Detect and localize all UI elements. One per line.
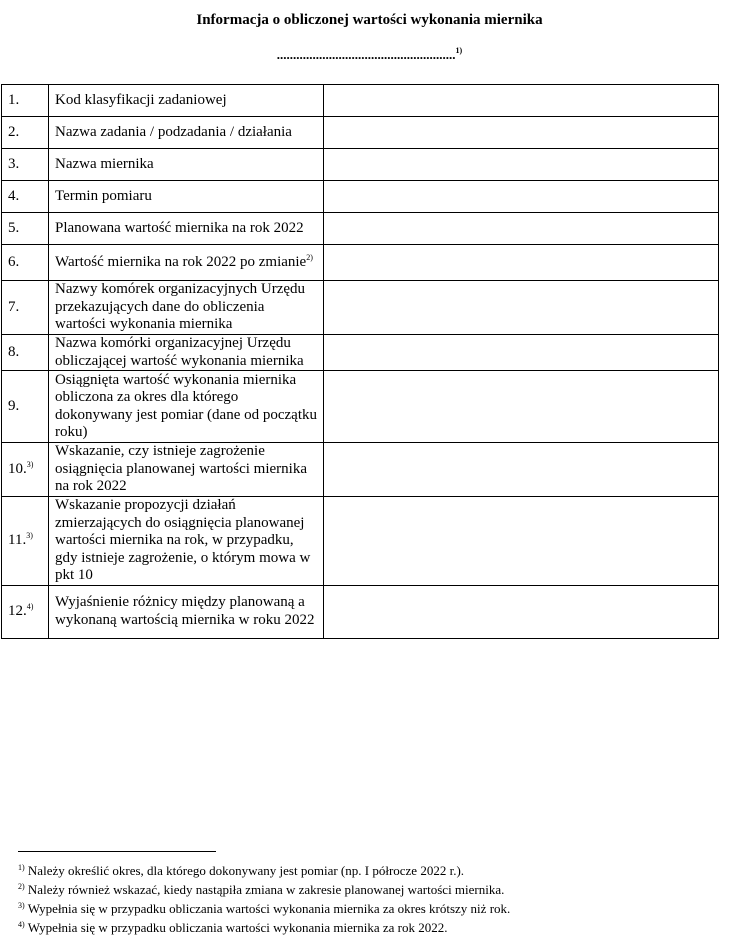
row-value-cell[interactable] xyxy=(324,497,719,586)
row-number-text: 8. xyxy=(8,343,20,360)
row-value-cell[interactable] xyxy=(324,585,719,638)
row-value-cell[interactable] xyxy=(324,371,719,443)
table-row xyxy=(2,585,719,638)
row-value-cell[interactable] xyxy=(324,85,719,117)
footnote-text: Należy również wskazać, kiedy nastąpiła zmiana w zakresie planowanej wartości miernika. xyxy=(27,882,505,897)
row-number xyxy=(2,85,49,117)
row-label xyxy=(49,181,324,213)
footnotes xyxy=(18,860,728,936)
table-row xyxy=(2,245,719,281)
footnote-text: Wypełnia się w przypadku obliczania wartości wykonania miernika za okres krótszy niż rok. xyxy=(27,901,511,916)
placeholder-dots: ....................................................... xyxy=(276,47,456,62)
row-number xyxy=(2,213,49,245)
measure-info-table xyxy=(1,84,719,639)
row-number xyxy=(2,443,49,497)
row-label-text: Nazwa komórki organizacyjnej Urzędu obliczającej wartość wykonania miernika xyxy=(55,335,304,369)
row-number-text: 11. xyxy=(8,532,27,548)
table-row xyxy=(2,335,719,371)
row-number xyxy=(2,245,49,281)
footnote-mark: 4) xyxy=(18,920,25,929)
row-label-text: Nazwa miernika xyxy=(55,155,154,172)
footnote-text: Należy określić okres, dla którego dokonywany jest pomiar (np. I półrocze 2022 r.). xyxy=(27,863,465,878)
table-row xyxy=(2,117,719,149)
row-label xyxy=(49,85,324,117)
row-number-text: 2. xyxy=(8,123,20,140)
row-label-text: Nazwy komórek organizacyjnych Urzędu przekazujących dane do obliczenia wartości wykonania miernika xyxy=(55,281,306,333)
row-number xyxy=(2,497,49,586)
table-row xyxy=(2,181,719,213)
row-number xyxy=(2,335,49,371)
row-value-cell[interactable] xyxy=(324,281,719,335)
footnote-ref-3: 3) xyxy=(26,459,34,469)
table-row xyxy=(2,281,719,335)
row-label-text: Wskazanie propozycji działań zmierzających do osiągnięcia planowanej wartości miernika na rok, w przypadku, gdy istnieje zagrożenie, o którym mowa w pkt 10 xyxy=(55,497,311,583)
row-label xyxy=(49,443,324,497)
footnote-mark: 3) xyxy=(18,901,25,910)
row-value-cell[interactable] xyxy=(324,213,719,245)
row-number xyxy=(2,181,49,213)
row-value-cell[interactable] xyxy=(324,149,719,181)
row-label-text: Nazwa zadania / podzadania / działania xyxy=(55,123,292,140)
footnote-ref-3: 3) xyxy=(26,531,33,540)
footnote-4 xyxy=(18,917,728,936)
row-number-text: 10. xyxy=(8,460,27,477)
table-row xyxy=(2,497,719,586)
row-number xyxy=(2,117,49,149)
row-number-text: 4. xyxy=(8,187,20,204)
row-number-text: 1. xyxy=(8,91,20,108)
row-label xyxy=(49,371,324,443)
row-label-text: Wskazanie, czy istnieje zagrożenie osiągnięcia planowanej wartości miernika na rok 2022 xyxy=(55,443,307,495)
footnote-ref-1: 1) xyxy=(455,46,463,55)
table-row xyxy=(2,85,719,117)
row-value-cell[interactable] xyxy=(324,245,719,281)
row-number-text: 7. xyxy=(8,298,20,315)
footnote-mark: 1) xyxy=(18,863,25,872)
row-label-text: Kod klasyfikacji zadaniowej xyxy=(55,91,227,108)
document-title: Informacja o obliczonej wartości wykonania miernika xyxy=(196,12,543,28)
row-number-text: 9. xyxy=(8,397,20,414)
row-label-text: Wartość miernika na rok 2022 po zmianie xyxy=(55,253,307,270)
row-value-cell[interactable] xyxy=(324,117,719,149)
row-label-text: Termin pomiaru xyxy=(55,187,152,204)
row-number-text: 3. xyxy=(8,155,20,172)
row-value-cell[interactable] xyxy=(324,443,719,497)
row-number-text: 5. xyxy=(8,219,20,236)
footnote-ref-2: 2) xyxy=(306,252,313,262)
row-label-text: Osiągnięta wartość wykonania miernika obliczona za okres dla którego dokonywany jest pomiar (dane od początku roku) xyxy=(55,371,318,440)
row-label xyxy=(49,213,324,245)
row-value-cell[interactable] xyxy=(324,181,719,213)
period-placeholder-line xyxy=(0,46,739,63)
row-label xyxy=(49,585,324,638)
row-number-text: 12. xyxy=(8,602,27,619)
footnote-2 xyxy=(18,879,728,898)
row-label-text: Wyjaśnienie różnicy między planowaną a wykonaną wartością miernika w roku 2022 xyxy=(55,594,315,628)
footnote-text: Wypełnia się w przypadku obliczania wartości wykonania miernika za rok 2022. xyxy=(27,920,448,935)
footnote-divider xyxy=(18,851,216,852)
table-row xyxy=(2,443,719,497)
table-row xyxy=(2,149,719,181)
footnote-mark: 2) xyxy=(18,882,25,891)
row-label xyxy=(49,117,324,149)
row-value-cell[interactable] xyxy=(324,335,719,371)
row-label xyxy=(49,245,324,281)
row-number xyxy=(2,371,49,443)
row-number xyxy=(2,149,49,181)
row-number xyxy=(2,585,49,638)
row-number-text: 6. xyxy=(8,253,20,270)
table-row xyxy=(2,213,719,245)
footnote-1 xyxy=(18,860,728,879)
row-label xyxy=(49,497,324,586)
row-label-text: Planowana wartość miernika na rok 2022 xyxy=(55,219,304,236)
row-label xyxy=(49,281,324,335)
footnote-3 xyxy=(18,898,728,917)
row-number xyxy=(2,281,49,335)
footnote-ref-4: 4) xyxy=(26,601,34,611)
table-row xyxy=(2,371,719,443)
row-label xyxy=(49,149,324,181)
row-label xyxy=(49,335,324,371)
